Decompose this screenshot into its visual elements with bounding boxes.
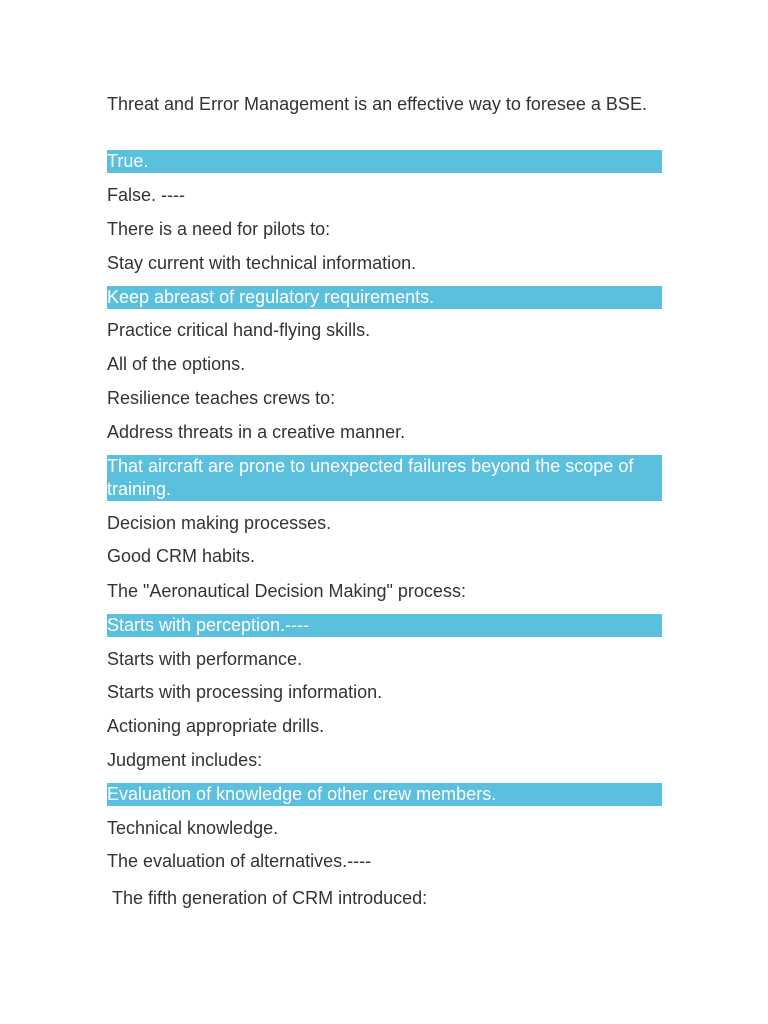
question-text: Resilience teaches crews to: [107,388,336,408]
question-text: Threat and Error Management is an effective way to foresee a BSE. [107,94,647,114]
answer-option: Technical knowledge. [107,818,279,838]
highlighted-answer: Starts with perception.---- [107,614,662,637]
answer-option: False. ---- [107,185,185,205]
answer-option: Starts with performance. [107,649,303,669]
highlighted-answer: True. [107,150,662,173]
answer-option: Practice critical hand-flying skills. [107,320,371,340]
answer-option: Stay current with technical information. [107,253,417,273]
answer-option: The evaluation of alternatives.---- [107,851,372,871]
answer-option: Good CRM habits. [107,546,256,566]
highlighted-answer: That aircraft are prone to unexpected failures beyond the scope of training. [107,455,662,501]
question-text: There is a need for pilots to: [107,219,331,239]
highlighted-answer: Keep abreast of regulatory requirements. [107,286,662,309]
answer-option: Decision making processes. [107,513,332,533]
answer-option: Actioning appropriate drills. [107,716,325,736]
question-text: The "Aeronautical Decision Making" process: [107,581,466,601]
answer-option: Starts with processing information. [107,682,383,702]
answer-option: Address threats in a creative manner. [107,422,406,442]
highlighted-answer: Evaluation of knowledge of other crew members. [107,783,662,806]
answer-option: All of the options. [107,354,246,374]
question-text: Judgment includes: [107,750,263,770]
question-text: The fifth generation of CRM introduced: [107,888,428,908]
